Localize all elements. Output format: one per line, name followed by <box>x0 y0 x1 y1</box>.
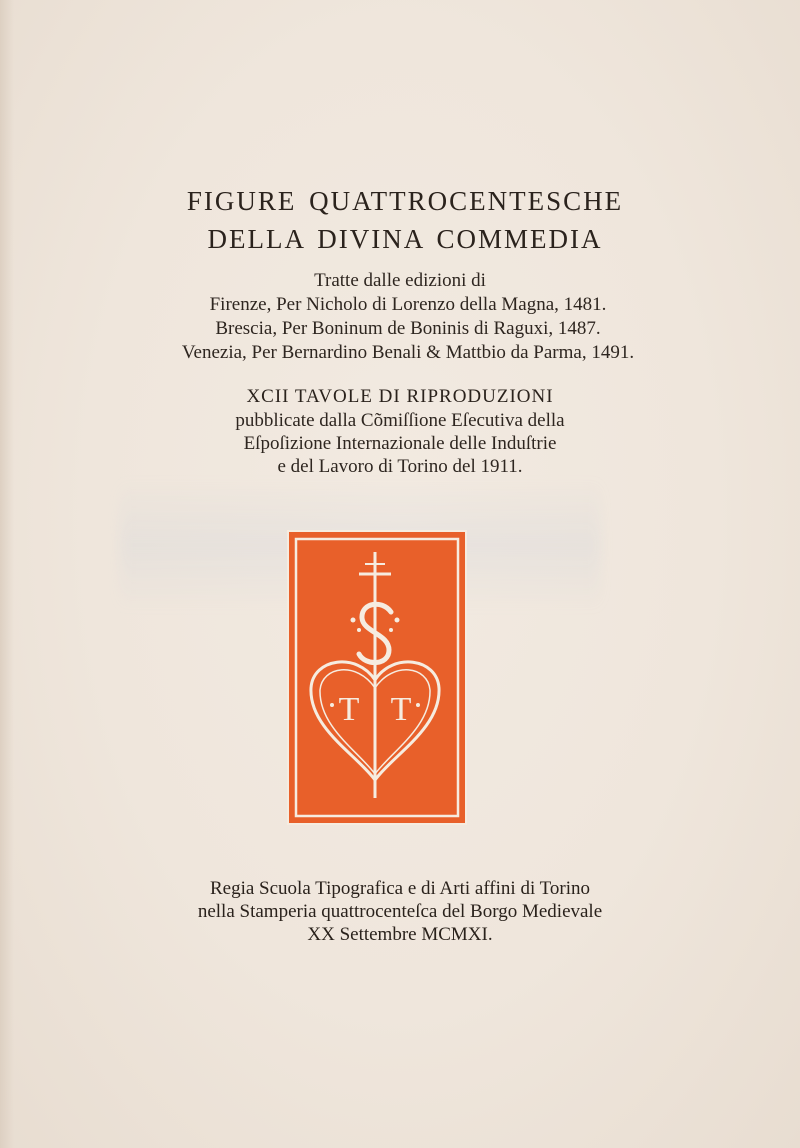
edition-venezia: Venezia, Per Bernardino Benali & Mattbio da Parma, 1491. <box>181 342 635 363</box>
plates-line-3: e del Lavoro di Torino del 1911. <box>277 456 523 477</box>
book-title-line-2: DELLA DIVINA COMMEDIA <box>207 224 603 254</box>
sources-intro: Tratte dalle edizioni di <box>314 270 486 291</box>
imprint-date: XX Settembre MCMXI. <box>307 924 493 945</box>
imprint-line-1: Regia Scuola Tipografica e di Arti affini di Torino <box>209 878 591 899</box>
imprint-line-2: nella Stamperia quattrocenteſca del Borgo Medievale <box>197 901 603 922</box>
plates-heading: XCII TAVOLE DI RIPRODUZIONI <box>246 386 554 407</box>
svg-text:T: T <box>338 691 360 728</box>
printer-mark-icon <box>287 530 467 825</box>
page-edge-shadow <box>0 0 14 1148</box>
plates-line-2: Eſpoſizione Internazionale delle Induſtrie <box>243 433 557 454</box>
edition-firenze: Firenze, Per Nicholo di Lorenzo della Magna, 1481. <box>209 294 607 315</box>
plates-line-1: pubblicate dalla Cõmiſſione Eſecutiva della <box>235 410 565 431</box>
book-title-line-1: FIGURE QUATTROCENTESCHE <box>186 186 624 216</box>
svg-text:T: T <box>390 691 412 728</box>
edition-brescia: Brescia, Per Boninum de Boninis di Raguxi, 1487. <box>215 318 601 339</box>
